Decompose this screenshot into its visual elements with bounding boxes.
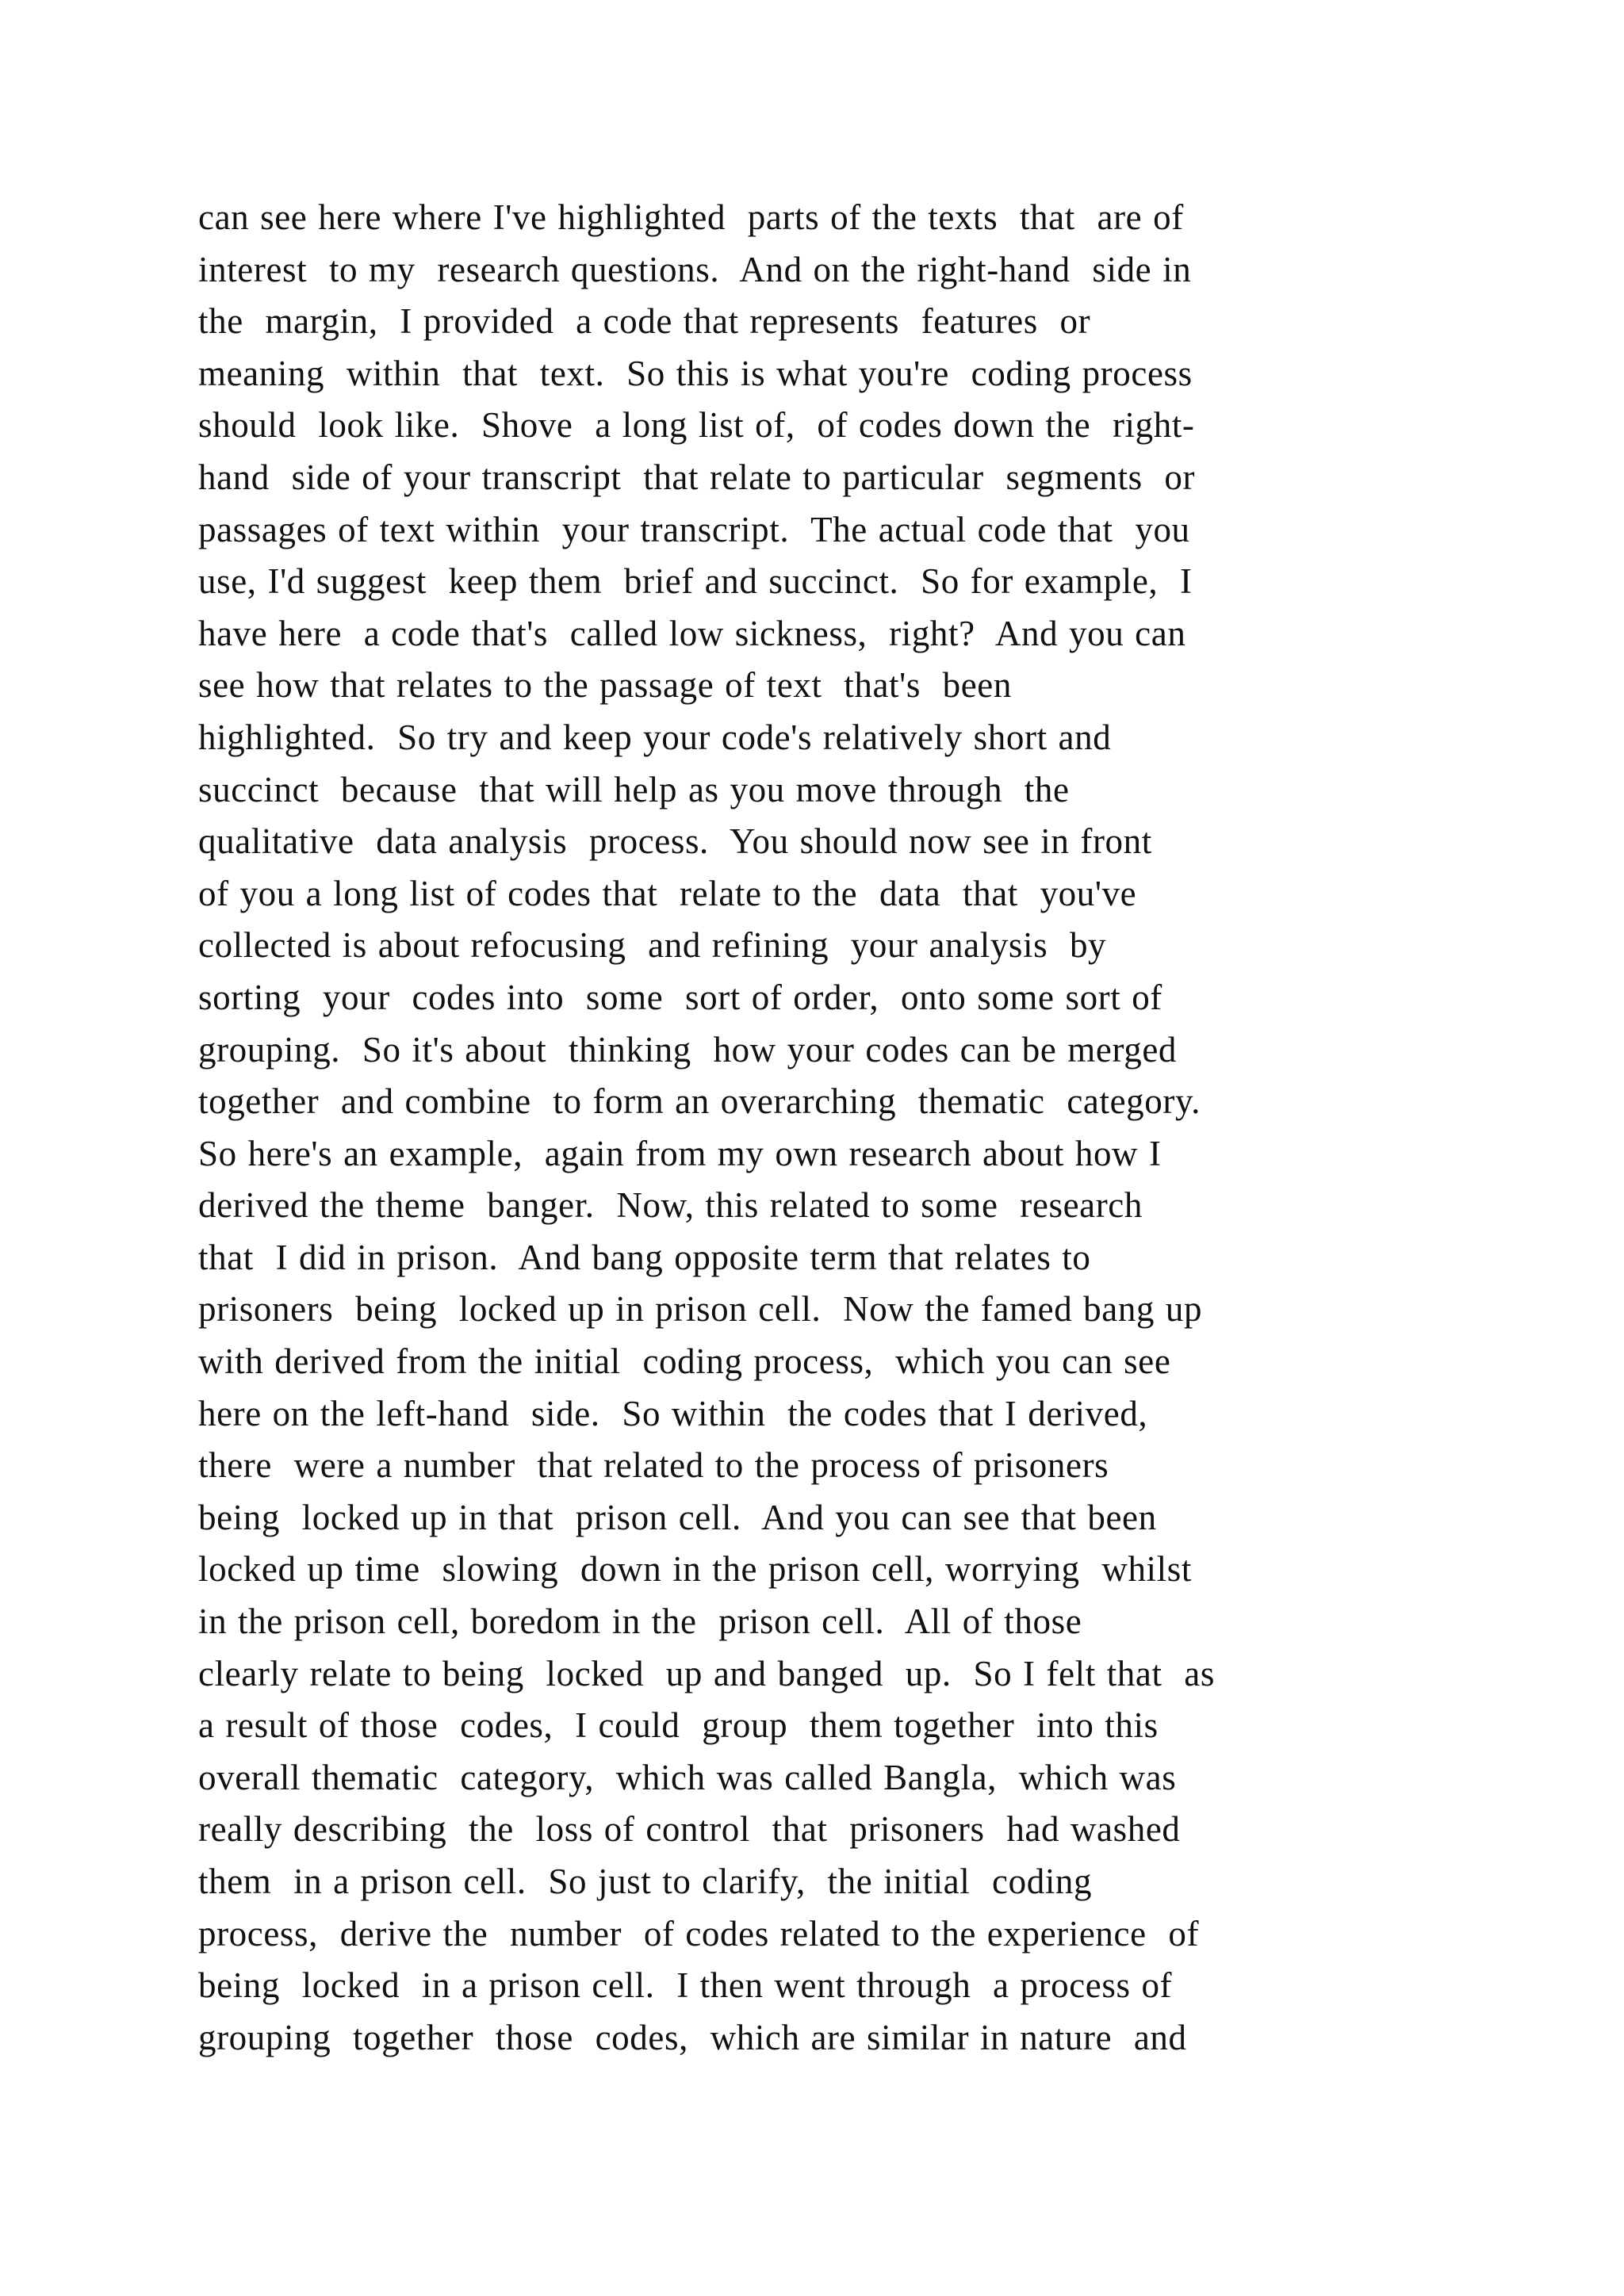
text-line: a result of those codes, I could group them together into this xyxy=(198,1705,1159,1746)
text-line: hand side of your transcript that relate to particular segments or xyxy=(198,457,1196,497)
text-line: interest to my research questions. And on the right-hand side in xyxy=(198,249,1192,289)
text-line: highlighted. So try and keep your code's relatively short and xyxy=(198,717,1112,757)
text-line: should look like. Shove a long list of, of codes down the right- xyxy=(198,405,1195,446)
text-line: here on the left-hand side. So within the codes that I derived, xyxy=(198,1393,1148,1433)
text-line: being locked in a prison cell. I then went through a process of xyxy=(198,1965,1173,2006)
text-line: derived the theme banger. Now, this related to some research xyxy=(198,1185,1143,1226)
text-line: grouping together those codes, which are similar in nature and xyxy=(198,2017,1187,2057)
text-line: them in a prison cell. So just to clarify, the initial coding xyxy=(198,1862,1093,1901)
text-line: prisoners being locked up in prison cell. Now the famed bang up xyxy=(198,1289,1203,1330)
text-line: together and combine to form an overarching thematic category. xyxy=(198,1081,1201,1122)
text-line: locked up time slowing down in the prison cell, worrying whilst xyxy=(198,1549,1192,1590)
text-line: with derived from the initial coding process, which you can see xyxy=(198,1341,1171,1382)
text-line: of you a long list of codes that relate to the data that you've xyxy=(198,873,1137,913)
text-line: the margin, I provided a code that represents features or xyxy=(198,301,1091,342)
text-line: process, derive the number of codes related to the experience of xyxy=(198,1913,1200,1954)
transcript-text xyxy=(198,192,1451,2064)
text-line: being locked up in that prison cell. And you can see that been xyxy=(198,1497,1157,1537)
text-line: really describing the loss of control that prisoners had washed xyxy=(198,1809,1181,1850)
text-line: sorting your codes into some sort of order, onto some sort of xyxy=(198,977,1162,1017)
text-line: that I did in prison. And bang opposite term that relates to xyxy=(198,1237,1091,1277)
text-line: can see here where I've highlighted parts of the texts that are of xyxy=(198,197,1184,237)
text-line: in the prison cell, boredom in the prison cell. All of those xyxy=(198,1601,1082,1642)
text-line: qualitative data analysis process. You should now see in front xyxy=(198,821,1152,862)
text-line: collected is about refocusing and refining your analysis by xyxy=(198,925,1107,966)
text-line: overall thematic category, which was called Bangla, which was xyxy=(198,1757,1177,1797)
text-line: see how that relates to the passage of text that's been xyxy=(198,665,1012,706)
text-line: there were a number that related to the process of prisoners xyxy=(198,1445,1109,1486)
text-line: So here's an example, again from my own research about how I xyxy=(198,1133,1162,1173)
text-line: meaning within that text. So this is what you're coding process xyxy=(198,353,1193,393)
text-line: passages of text within your transcript. The actual code that you xyxy=(198,509,1190,549)
text-line: have here a code that's called low sickness, right? And you can xyxy=(198,613,1186,653)
text-line: clearly relate to being locked up and banged up. So I felt that as xyxy=(198,1653,1215,1693)
text-line: succinct because that will help as you move through the xyxy=(198,769,1070,809)
text-line: use, I'd suggest keep them brief and succinct. So for example, I xyxy=(198,561,1193,602)
text-line: grouping. So it's about thinking how your codes can be merged xyxy=(198,1029,1178,1070)
